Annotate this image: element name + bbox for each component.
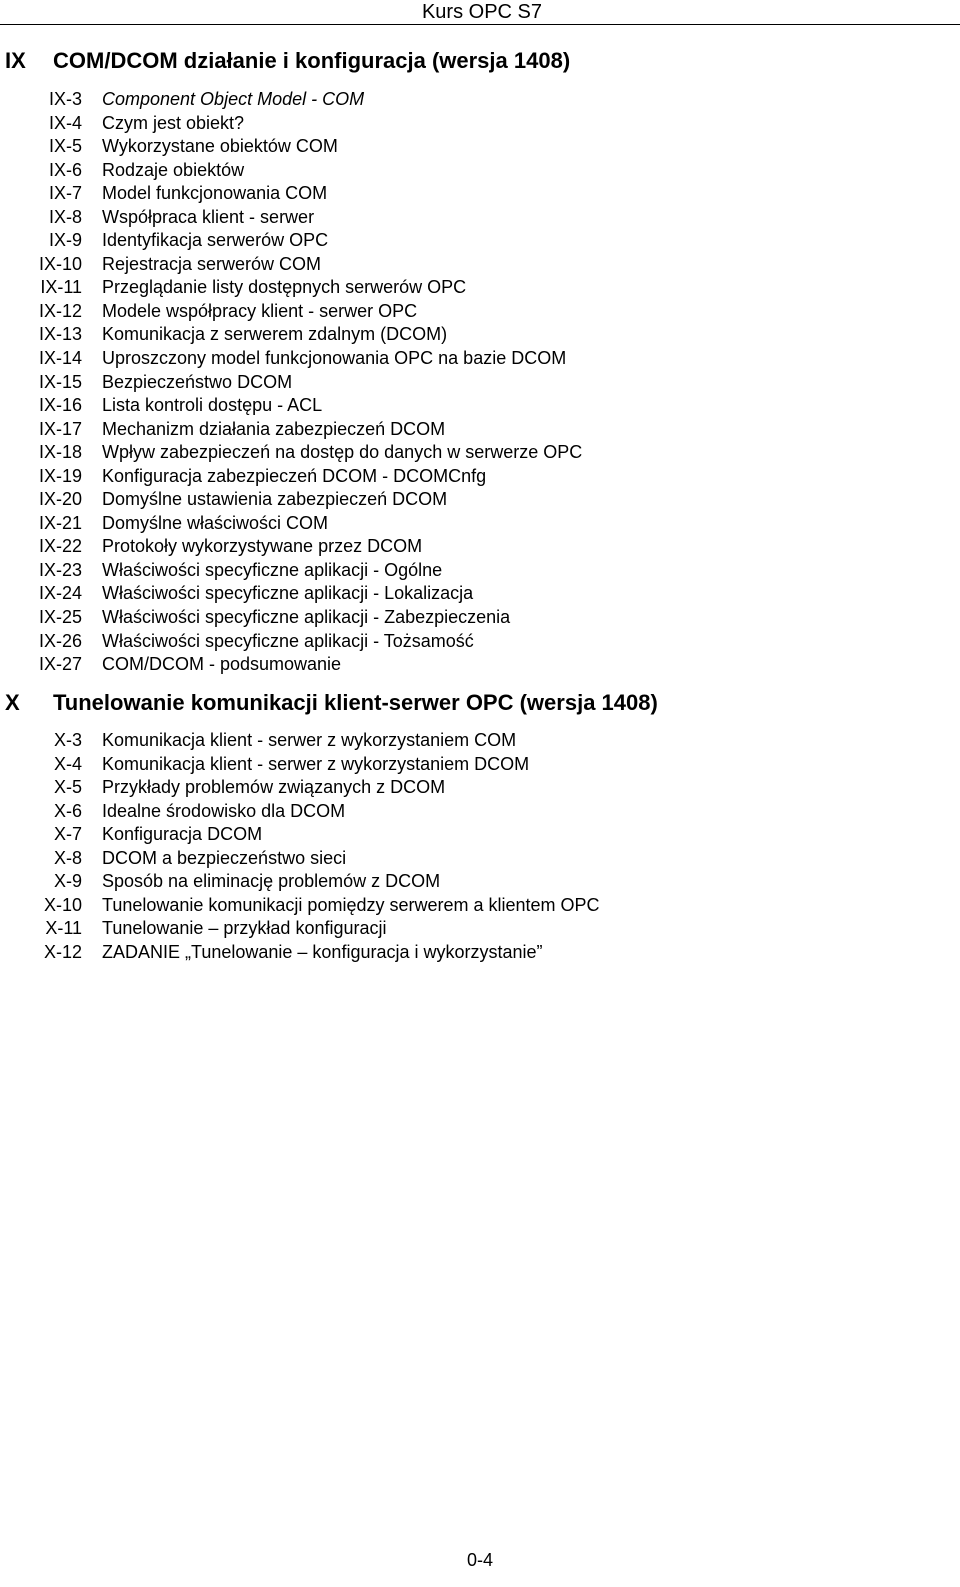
toc-entry-code: IX-24 [38,583,82,604]
toc-entry-code: IX-16 [38,395,82,416]
toc-entry [0,941,960,965]
toc-entry-title: Właściwości specyficzne aplikacji - Zabezpieczenia [102,607,511,628]
toc-entry-title: Wykorzystane obiektów COM [102,136,338,157]
toc-entry-title: Właściwości specyficzne aplikacji - Lokalizacja [102,583,474,604]
toc-entry [0,512,960,536]
toc-entry-code: IX-7 [48,183,82,204]
toc-entry [0,870,960,894]
toc-entry-code: IX-18 [38,442,82,463]
toc-entry-title: Modele współpracy klient - serwer OPC [102,300,418,321]
toc-entry-title: Sposób na eliminację problemów z DCOM [102,871,441,892]
toc-entry-title: Protokoły wykorzystywane przez DCOM [102,536,423,557]
toc-entry-code: IX-22 [38,536,82,557]
toc-entry-title: Uproszczony model funkcjonowania OPC na bazie DCOM [102,348,567,369]
toc-entry-code: X-4 [53,753,82,774]
page-header [0,0,960,25]
toc-entry-code: X-10 [43,894,82,915]
toc-entry-title: COM/DCOM - podsumowanie [102,654,342,675]
toc-entry-title: Przeglądanie listy dostępnych serwerów OPC [102,277,467,298]
section-title-x [5,690,658,716]
toc-entry-code: IX-20 [38,489,82,510]
header-title: Kurs OPC S7 [421,1,542,23]
toc-list-x [0,729,960,964]
toc-entry [0,894,960,918]
toc-entry [0,371,960,395]
toc-entry [0,418,960,442]
toc-entry [0,276,960,300]
toc-entry-code: X-9 [53,871,82,892]
section-number: X [5,690,20,715]
toc-entry [0,776,960,800]
toc-entry [0,253,960,277]
toc-entry-code: IX-17 [38,418,82,439]
toc-entry-title: Wpływ zabezpieczeń na dostęp do danych w serwerze OPC [102,442,583,463]
toc-entry-code: IX-27 [38,654,82,675]
toc-entry-code: IX-3 [48,89,82,109]
toc-entry [0,606,960,630]
toc-entry-code: IX-11 [40,277,82,298]
toc-entry-code: IX-23 [38,559,82,580]
toc-entry-title: Mechanizm działania zabezpieczeń DCOM [102,418,446,439]
toc-entry [0,300,960,324]
toc-entry-title: Konfiguracja zabezpieczeń DCOM - DCOMCnfg [102,465,487,486]
toc-entry [0,917,960,941]
toc-entry-title: Komunikacja z serwerem zdalnym (DCOM) [102,324,448,345]
toc-entry-code: IX-14 [38,348,82,369]
toc-entry [0,823,960,847]
toc-entry [0,800,960,824]
toc-entry [0,729,960,753]
toc-entry-code: IX-26 [38,630,82,651]
toc-entry-code: IX-4 [48,112,82,133]
toc-entry [0,582,960,606]
toc-entry-code: IX-21 [38,512,82,533]
section-title-ix [5,48,570,74]
toc-entry [0,394,960,418]
toc-entry [0,135,960,159]
toc-entry-title: Bezpieczeństwo DCOM [102,371,293,392]
toc-entry-code: X-5 [53,777,82,798]
toc-entry-title: Czym jest obiekt? [102,112,245,133]
toc-entry [0,441,960,465]
toc-entry [0,229,960,253]
toc-entry [0,323,960,347]
toc-entry-code: X-8 [53,847,82,868]
toc-entry-code: IX-15 [38,371,82,392]
toc-entry [0,182,960,206]
toc-entry-title: Lista kontroli dostępu - ACL [102,395,323,416]
section-heading: Tunelowanie komunikacji klient-serwer OPC (wersja 1408) [53,690,658,715]
toc-entry-code: IX-19 [38,465,82,486]
toc-entry-code: IX-8 [48,206,82,227]
toc-entry-code: X-12 [43,941,82,962]
toc-entry [0,847,960,871]
toc-entry-code: IX-13 [38,324,82,345]
toc-entry [0,488,960,512]
toc-entry [0,753,960,777]
toc-entry-title: Identyfikacja serwerów OPC [102,230,329,251]
toc-entry-title: Rodzaje obiektów [102,159,245,180]
toc-entry-title: Komunikacja klient - serwer z wykorzystaniem DCOM [102,753,530,774]
toc-entry-code: IX-25 [38,607,82,628]
toc-entry [0,630,960,654]
toc-entry-code: IX-6 [48,159,82,180]
toc-entry-title: Domyślne właściwości COM [102,512,329,533]
toc-entry-title: Component Object Model - COM [102,89,365,109]
toc-entry-title: Komunikacja klient - serwer z wykorzystaniem COM [102,730,517,750]
toc-entry-title: Współpraca klient - serwer [102,206,315,227]
toc-entry [0,112,960,136]
toc-entry-title: Przykłady problemów związanych z DCOM [102,777,446,798]
toc-entry-code: X-11 [45,918,82,939]
toc-entry-title: Model funkcjonowania COM [102,183,328,204]
toc-entry [0,465,960,489]
toc-entry-code: IX-10 [38,253,82,274]
section-heading: COM/DCOM działanie i konfiguracja (wersja 1408) [53,48,571,73]
page-number: 0-4 [466,1550,493,1570]
toc-entry [0,88,960,112]
toc-entry-code: IX-12 [38,300,82,321]
toc-entry-title: Tunelowanie – przykład konfiguracji [102,918,387,939]
toc-list-ix [0,88,960,677]
toc-entry-title: ZADANIE „Tunelowanie – konfiguracja i wykorzystanie” [102,941,543,962]
toc-entry-title: Właściwości specyficzne aplikacji - Tożsamość [102,630,474,651]
toc-entry-title: Domyślne ustawienia zabezpieczeń DCOM [102,489,448,510]
toc-entry [0,206,960,230]
toc-entry-title: Tunelowanie komunikacji pomiędzy serwerem a klientem OPC [102,894,600,915]
section-number: IX [5,48,26,73]
toc-entry-title: Konfiguracja DCOM [102,824,263,845]
toc-entry-code: IX-9 [48,230,82,251]
toc-entry-code: X-7 [53,824,82,845]
toc-entry-code: IX-5 [48,136,82,157]
toc-entry [0,559,960,583]
toc-entry-code: X-3 [53,730,82,750]
toc-entry-title: Idealne środowisko dla DCOM [102,800,346,821]
toc-entry-code: X-6 [53,800,82,821]
toc-entry-title: DCOM a bezpieczeństwo sieci [102,847,347,868]
toc-entry-title: Właściwości specyficzne aplikacji - Ogólne [102,559,443,580]
toc-entry [0,535,960,559]
toc-entry-title: Rejestracja serwerów COM [102,253,322,274]
toc-entry [0,159,960,183]
toc-entry [0,347,960,371]
toc-entry [0,653,960,677]
